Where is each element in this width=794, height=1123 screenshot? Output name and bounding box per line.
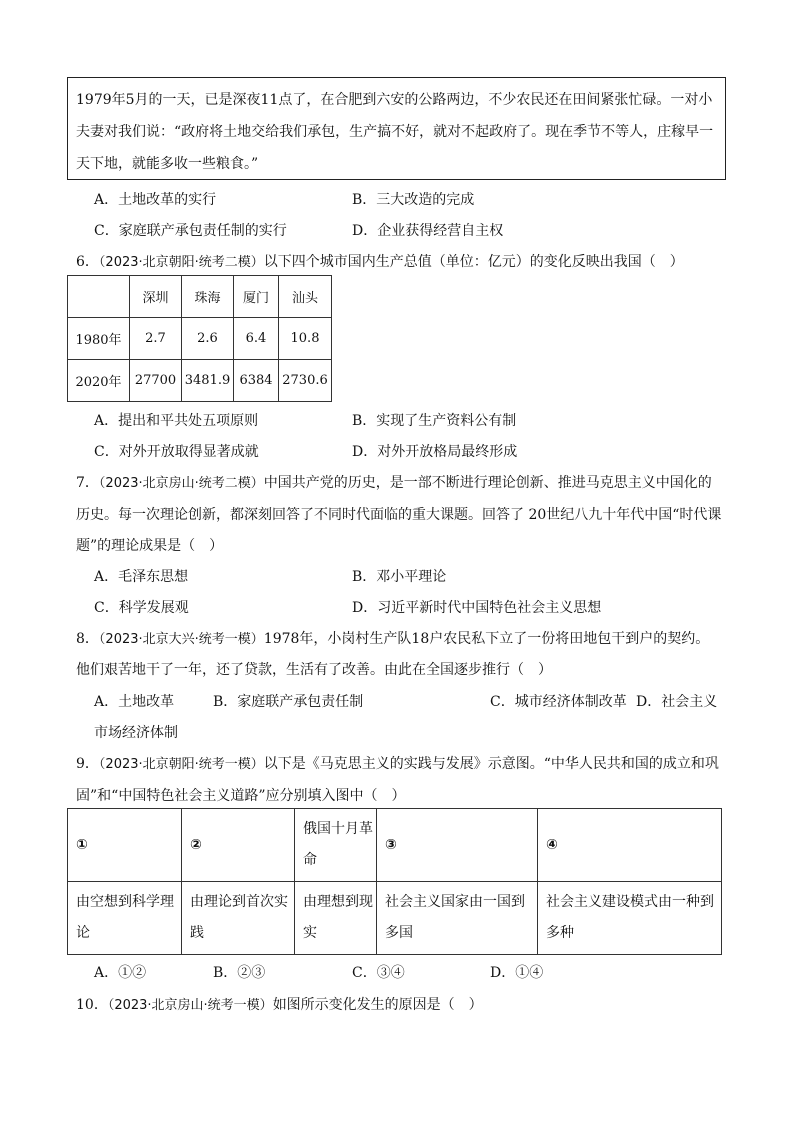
- gdp-table: [67, 275, 332, 402]
- q7-option-b[interactable]: B．邓小平理论: [352, 569, 447, 585]
- table-cell: 6.4: [234, 318, 279, 360]
- q8-stem-line: 他们艰苦地干了一年，还了贷款，生活有了改善。由此在全国逐步推行（ ）: [76, 662, 552, 678]
- table-row: [68, 809, 722, 882]
- table-cell: ②: [182, 809, 295, 882]
- q9-number: 9．: [76, 756, 99, 772]
- q10-number: 10．: [76, 997, 108, 1013]
- q6-option-b[interactable]: B．实现了生产资料公有制: [352, 413, 517, 429]
- q8-option-c[interactable]: C．城市经济体制改革: [490, 694, 627, 710]
- q9-source: （2023·北京朝阳·统考一模）: [98, 757, 264, 772]
- quote-line: 夫妻对我们说：“政府将土地交给我们承包，生产搞不好，就对不起政府了。现在季节不等人，庄稼早一: [76, 124, 714, 140]
- q6-option-a[interactable]: A．提出和平共处五项原则: [94, 413, 259, 429]
- q8-option-d[interactable]: D．社会主义: [636, 694, 718, 710]
- q8-number: 8．: [76, 631, 99, 647]
- q7-option-a[interactable]: A．毛泽东思想: [94, 569, 189, 585]
- q7-option-d[interactable]: D．习近平新时代中国特色社会主义思想: [352, 600, 602, 616]
- q6-option-d[interactable]: D．对外开放格局最终形成: [352, 444, 518, 460]
- q8-option-d-cont: 市场经济体制: [94, 725, 178, 741]
- q7-source: （2023·北京房山·统考二模）: [98, 476, 264, 491]
- table-cell: 汕头: [279, 276, 332, 318]
- table-cell: 2.6: [182, 318, 234, 360]
- table-row: [68, 276, 332, 318]
- table-cell: 社会主义建设模式由一种到多种: [538, 882, 722, 955]
- table-cell: ①: [68, 809, 182, 882]
- q5-option-b[interactable]: B．三大改造的完成: [352, 192, 475, 208]
- q8-text: 1978年，小岗村生产队18户农民私下立了一份将田地包干到户的契约。: [263, 631, 710, 647]
- q8-option-b[interactable]: B．家庭联产承包责任制: [213, 694, 364, 710]
- quote-line: 1979年5月的一天，已是深夜11点了，在合肥到六安的公路两边，不少农民还在田间紧张忙碌。一对小: [76, 92, 713, 108]
- table-cell: 深圳: [130, 276, 182, 318]
- q10-source: （2023·北京房山·统考一模）: [107, 998, 273, 1013]
- table-cell: ③: [377, 809, 538, 882]
- q9-option-c[interactable]: C．③④: [352, 965, 405, 981]
- q7-stem-line: 历史。每一次理论创新，都深刻回答了不同时代面临的重大课题。回答了 20世纪八九十年代中国“时代课: [76, 507, 722, 523]
- table-cell: 厦门: [234, 276, 279, 318]
- table-cell: 2.7: [130, 318, 182, 360]
- q7-text: 中国共产党的历史，是一部不断进行理论创新、推进马克思主义中国化的: [263, 475, 712, 491]
- q5-option-a[interactable]: A．土地改革的实行: [94, 192, 217, 208]
- table-cell: 1980年: [68, 318, 130, 360]
- q9-text: 以下是《马克思主义的实践与发展》示意图。“中华人民共和国的成立和巩: [263, 756, 719, 772]
- q9-stem-line: 固”和“中国特色社会主义道路”应分别填入图中（ ）: [76, 788, 406, 804]
- q7-option-c[interactable]: C．科学发展观: [94, 600, 189, 616]
- q6-text: 以下四个城市国内生产总值（单位：亿元）的变化反映出我国（ ）: [263, 254, 684, 270]
- q6-stem: [76, 251, 684, 271]
- q7-number: 7．: [76, 475, 99, 491]
- q6-source: （2023·北京朝阳·统考二模）: [98, 255, 264, 270]
- q6-option-c[interactable]: C．对外开放取得显著成就: [94, 444, 259, 460]
- table-cell: 6384: [234, 360, 279, 402]
- q9-option-a[interactable]: A．①②: [94, 965, 147, 981]
- table-cell: 由理想到现实: [295, 882, 377, 955]
- table-row: [68, 318, 332, 360]
- table-cell: 由理论到首次实践: [182, 882, 295, 955]
- q7-stem: [76, 472, 712, 492]
- table-cell: 2730.6: [279, 360, 332, 402]
- q5-option-d[interactable]: D．企业获得经营自主权: [352, 223, 504, 239]
- table-cell: 由空想到科学理论: [68, 882, 182, 955]
- table-cell: 27700: [130, 360, 182, 402]
- quote-line: 天下地，就能多收一些粮食。”: [76, 156, 259, 172]
- q9-option-b[interactable]: B．②③: [213, 965, 266, 981]
- q8-stem: [76, 628, 709, 648]
- table-cell: 珠海: [182, 276, 234, 318]
- table-cell: 3481.9: [182, 360, 234, 402]
- table-cell: ④: [538, 809, 722, 882]
- table-cell: 10.8: [279, 318, 332, 360]
- q9-stem: [76, 753, 719, 773]
- q8-source: （2023·北京大兴·统考一模）: [98, 632, 264, 647]
- q7-stem-line: 题”的理论成果是（ ）: [76, 538, 224, 554]
- q6-number: 6．: [76, 254, 99, 270]
- table-cell: 2020年: [68, 360, 130, 402]
- table-cell: 俄国十月革命: [295, 809, 377, 882]
- table-row: [68, 360, 332, 402]
- q10-stem: [76, 994, 483, 1014]
- q8-option-a[interactable]: A．土地改革: [94, 694, 175, 710]
- table-cell: [68, 276, 130, 318]
- table-row: [68, 882, 722, 955]
- q10-text: 如图所示变化发生的原因是（ ）: [272, 997, 483, 1013]
- q5-option-c[interactable]: C．家庭联产承包责任制的实行: [94, 223, 287, 239]
- marxism-diagram-table: [67, 808, 722, 955]
- q9-option-d[interactable]: D．①④: [490, 965, 544, 981]
- table-cell: 社会主义国家由一国到多国: [377, 882, 538, 955]
